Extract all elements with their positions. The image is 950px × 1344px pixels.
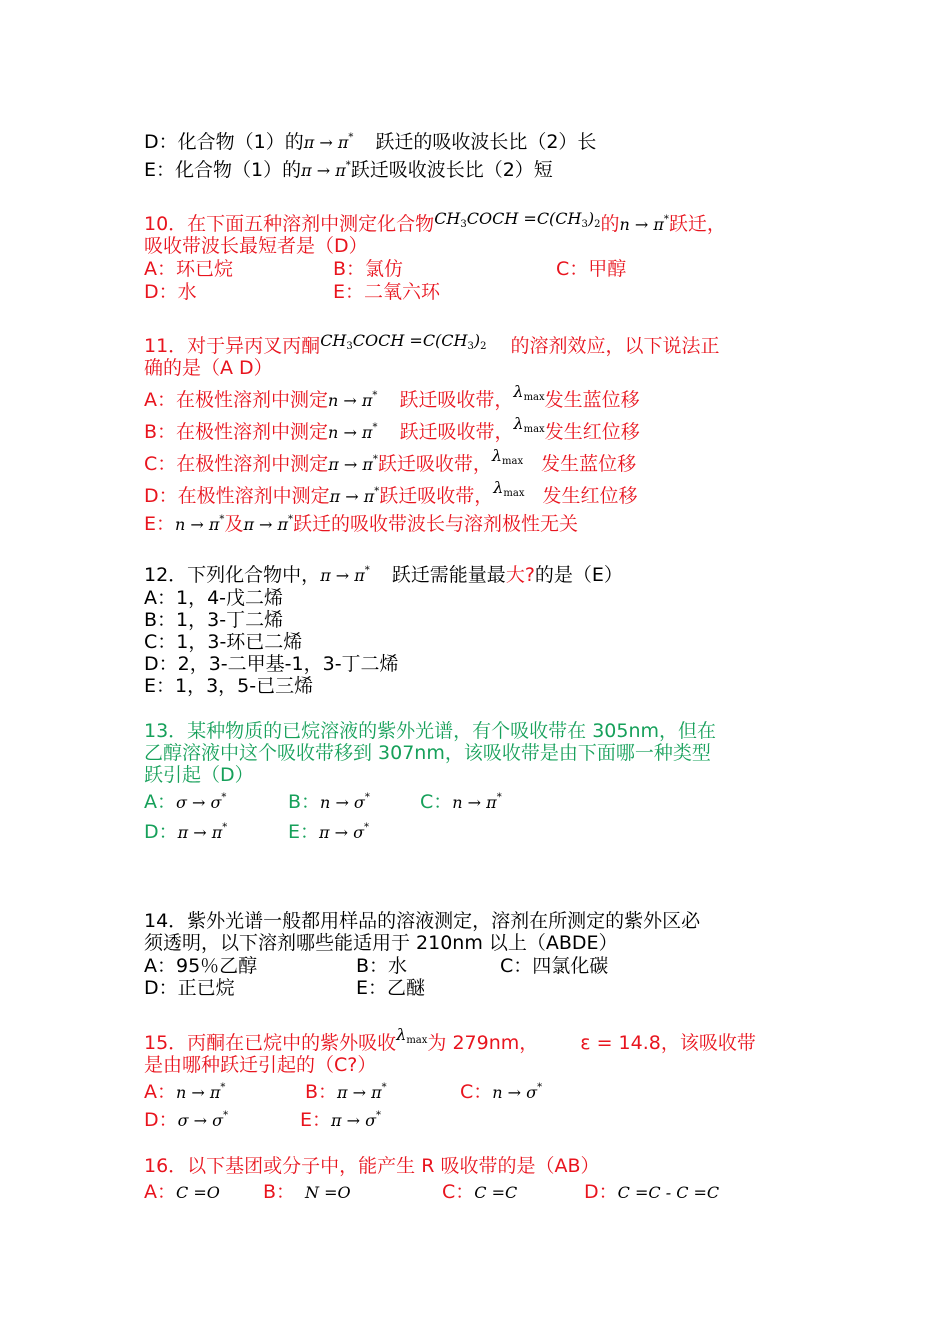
q12-option-e: E：1，3，5-已三烯 (144, 675, 314, 697)
q13-stem-line3: 跃引起（D） (144, 764, 254, 786)
q9-option-e: E：化合物（1）的π → π*跃迁吸收波长比（2）短 (144, 159, 553, 181)
q12-stem: 12．下列化合物中，π → π* 跃迁需能量最大?的是（E） (144, 564, 623, 586)
lambda-max-symbol: λmax (491, 446, 524, 467)
q10-stem: 10．在下面五种溶剂中测定化合物$^{CH_3COCH =C(CH_3)_2}$的n → π*跃迁， (144, 209, 726, 235)
q14-stem-line2: 须透明，以下溶剂哪些能适用于 210nm 以上（ABDE） (144, 932, 618, 954)
transition-formula: π → π* (303, 132, 354, 152)
q9-option-d: D：化合物（1）的π → π* 跃迁的吸收波长比（2）长 (144, 131, 597, 153)
q16-option-c: C：C =C (442, 1181, 518, 1203)
q14-option-d: D：正已烷 (144, 977, 235, 999)
q11-option-b: B：在极性溶剂中测定n → π* 跃迁吸收带，$^{\lambda_{max}}$发生红位移 (144, 414, 640, 443)
q14-option-e: E：乙醚 (356, 977, 426, 999)
q13-option-c: C：n → π* (420, 791, 502, 813)
q13-stem-line1: 13．某种物质的已烷溶液的紫外光谱，有个吸收带在 305nm，但在 (144, 720, 717, 742)
q13-option-b: B：n → σ* (288, 791, 370, 813)
q13-option-d: D：π → π* (144, 821, 228, 843)
q10-stem-line2: 吸收带波长最短者是（D） (144, 235, 368, 257)
compound-formula: CH3COCH =C(CH3)2 (320, 331, 487, 352)
q14-stem-line1: 14．紫外光谱一般都用样品的溶液测定，溶剂在所测定的紫外区必 (144, 910, 701, 932)
q15-option-e: E：π → σ* (300, 1109, 382, 1131)
q16-option-d: D：C =C - C =C (584, 1181, 720, 1203)
transition-formula: π → π* (301, 160, 351, 180)
q10-option-a: A：环已烷 (144, 258, 233, 280)
q14-option-b: B：水 (356, 955, 408, 977)
q13-stem-line2: 乙醇溶液中这个吸收带移到 307nm，该吸收带是由下面哪一种类型 (144, 742, 711, 764)
q15-option-b: B：π → π* (305, 1081, 387, 1103)
q10-option-b: B：氯仿 (333, 258, 404, 280)
q15-option-c: C：n → σ* (460, 1081, 543, 1103)
compound-formula: CH3COCH =C(CH3)2 (434, 209, 601, 230)
lambda-max-symbol: λmax (513, 414, 545, 435)
q12-option-b: B：1，3-丁二烯 (144, 609, 284, 631)
q14-option-a: A：95％乙醇 (144, 955, 258, 977)
q12-option-a: A：1，4-戊二烯 (144, 587, 284, 609)
q10-option-c: C：甲醇 (556, 258, 627, 280)
q11-stem: 11．对于异丙叉丙酮$^{CH_3COCH =C(CH_3)_2}$ 的溶剂效应，以下说法正 (144, 331, 720, 357)
lambda-max-symbol: λmax (396, 1025, 428, 1046)
q11-stem-line2: 确的是（A D） (144, 357, 273, 379)
q13-option-a: A：σ → σ* (144, 791, 227, 813)
q15-option-a: A：n → π* (144, 1081, 226, 1103)
q15-option-d: D：σ → σ* (144, 1109, 229, 1131)
q16-stem: 16．以下基团或分子中，能产生 R 吸收带的是（AB） (144, 1155, 600, 1177)
q14-option-c: C：四氯化碳 (500, 955, 609, 977)
q15-stem: 15．丙酮在已烷中的紫外吸收$^{\lambda_{max}}$为 279nm， ε = 14.8，该吸收带 (144, 1025, 756, 1054)
transition-formula: n → π* (619, 214, 669, 234)
q11-option-d: D：在极性溶剂中测定π → π*跃迁吸收带，$^{\lambda_{max}}$ 发生红位移 (144, 478, 638, 507)
q10-option-e: E：二氧六环 (333, 281, 441, 303)
q16-option-b: B： N =O (263, 1181, 351, 1203)
lambda-max-symbol: λmax (513, 382, 545, 403)
q11-option-e: E：n → π*及π → π*跃迁的吸收带波长与溶剂极性无关 (144, 513, 579, 535)
q12-option-c: C：1，3-环已二烯 (144, 631, 303, 653)
lambda-max-symbol: λmax (493, 478, 525, 499)
q15-stem-line2: 是由哪种跃迁引起的（C?） (144, 1054, 377, 1076)
q13-option-e: E：π → σ* (288, 821, 370, 843)
q11-option-a: A：在极性溶剂中测定n → π* 跃迁吸收带，$^{\lambda_{max}}$发生蓝位移 (144, 382, 640, 411)
q16-option-a: A：C =O (144, 1181, 220, 1203)
q11-option-c: C：在极性溶剂中测定π → π*跃迁吸收带，$^{\lambda_{max}}$ 发生蓝位移 (144, 446, 637, 475)
q10-option-d: D：水 (144, 281, 197, 303)
q12-option-d: D：2，3-二甲基-1，3-丁二烯 (144, 653, 399, 675)
